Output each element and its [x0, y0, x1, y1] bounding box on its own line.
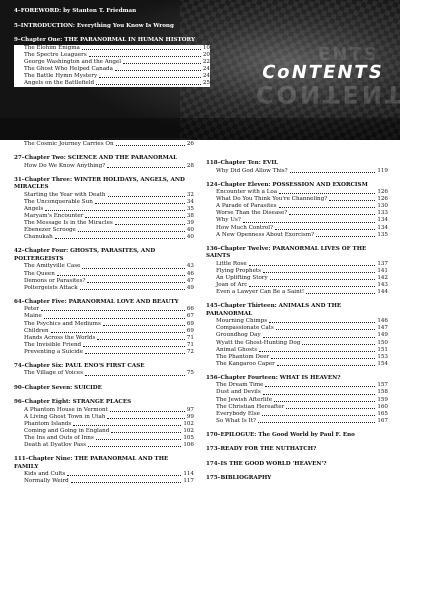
toc-leader-dots [103, 325, 185, 326]
toc-item-title: Kids and Cults [24, 471, 66, 478]
toc-item[interactable] [14, 271, 194, 278]
toc-item-page: 158 [377, 389, 388, 396]
toc-item[interactable] [14, 73, 210, 80]
toc-item-page: 97 [186, 406, 194, 413]
toc-leader-dots [110, 411, 185, 412]
toc-leader-dots [258, 422, 375, 423]
toc-item-title: What Do You Think You're Channeling? [216, 196, 328, 203]
toc-leader-dots [82, 268, 185, 269]
toc-item[interactable] [206, 354, 388, 361]
toc-item-page: 137 [377, 260, 388, 267]
toc-item-title: A Living Ghost Town in Utah [24, 413, 106, 420]
toc-leader-dots [279, 207, 376, 208]
toc-item-title: The Cosmic Journey Carries On [24, 141, 114, 148]
toc-leader-dots [329, 200, 375, 201]
toc-item-title: Dust and Devils [216, 389, 261, 396]
toc-chapter-heading[interactable]: 5–INTRODUCTION: Everything You Know Is Wrong [14, 22, 174, 29]
toc-chapter-heading[interactable]: 31–Chapter Three: WINTER HOLIDAYS, ANGELS, AND MIRACLES [14, 176, 185, 191]
toc-item-page: 24 [202, 72, 210, 79]
toc-leader-dots [290, 172, 376, 173]
toc-item[interactable] [14, 471, 194, 478]
toc-leader-dots [271, 358, 375, 359]
toc-leader-dots [45, 210, 185, 211]
toc-entry [14, 155, 194, 170]
toc-leader-dots [55, 238, 185, 239]
toc-item[interactable] [14, 163, 194, 170]
toc-leader-dots [115, 224, 185, 225]
toc-item-page: 167 [377, 417, 388, 424]
toc-entry [14, 456, 194, 485]
toc-leader-dots [275, 229, 375, 230]
toc-leader-dots [88, 446, 181, 447]
toc-item-page: 66 [186, 306, 194, 313]
toc-leader-dots [243, 222, 375, 223]
toc-leader-dots [96, 84, 201, 85]
toc-item-title: The Christian Hereafter [216, 403, 285, 410]
toc-item[interactable] [14, 285, 194, 292]
toc-leader-dots [263, 272, 375, 273]
toc-item-page: 38 [186, 213, 194, 220]
toc-item[interactable] [14, 370, 194, 377]
toc-item[interactable] [206, 282, 388, 289]
toc-chapter-heading[interactable]: 175–BIBLIOGRAPHY [206, 475, 272, 482]
toc-chapter-heading[interactable]: 9–Chapter One: THE PARANORMAL IN HUMAN HISTORY [14, 37, 196, 43]
toc-item[interactable] [206, 217, 388, 224]
toc-item[interactable] [206, 411, 388, 418]
toc-leader-dots [44, 318, 185, 319]
toc-item[interactable] [14, 206, 194, 213]
toc-chapter-heading[interactable]: 170–EPILOGUE: The Good World by Paul F. Eno [206, 431, 355, 438]
toc-item-page: 154 [377, 360, 388, 367]
toc-item-page: 28 [186, 162, 194, 169]
toc-item-page: 25 [202, 79, 210, 86]
toc-chapter-heading[interactable]: 42–Chapter Four: GHOSTS, PARASITES, AND POLTERGEISTS [14, 248, 156, 262]
toc-item-title: So What Is It? [216, 417, 257, 424]
toc-leader-dots [80, 289, 185, 290]
toc-leader-dots [71, 482, 182, 483]
toc-leader-dots [111, 432, 181, 433]
toc-item-page: 34 [186, 198, 194, 205]
toc-item[interactable] [14, 227, 194, 234]
toc-item-page: 141 [377, 267, 388, 274]
toc-chapter-heading[interactable]: 74–Chapter Six: PAUL ENO'S FIRST CASE [14, 362, 145, 369]
toc-item[interactable] [206, 289, 388, 296]
toc-item-title: How Much Control? [216, 224, 273, 231]
toc-item-page: 114 [183, 471, 194, 478]
toc-item-page: 126 [377, 196, 388, 203]
toc-item[interactable] [206, 189, 388, 196]
toc-item[interactable] [14, 263, 194, 270]
toc-item-title: Worse Than the Disease? [216, 210, 288, 217]
toc-item-title: Even a Lawyer Can Be a Saint! [216, 289, 305, 296]
toc-chapter-heading[interactable]: 27–Chapter Two: SCIENCE AND THE PARANORMAL [14, 155, 178, 162]
toc-item-title: Normally Weird [24, 478, 69, 485]
toc-entry [206, 182, 388, 239]
toc-item-page: 99 [186, 413, 194, 420]
toc-item-title: The Paranormal President [24, 134, 99, 140]
toc-item[interactable] [206, 325, 388, 332]
toc-item-title: Peter [24, 306, 40, 313]
toc-leader-dots [96, 439, 182, 440]
toc-item-title: Flying Prophets [216, 267, 261, 274]
toc-item-title: The Message Is in the Miracles [24, 220, 113, 227]
toc-item[interactable] [14, 321, 194, 328]
toc-entry [14, 23, 210, 31]
toc-item[interactable] [14, 45, 210, 52]
toc-item-page: 24 [202, 65, 210, 72]
toc-item[interactable] [206, 332, 388, 339]
toc-item-page: 43 [186, 263, 194, 270]
toc-leader-dots [302, 344, 375, 345]
toc-leader-dots [262, 415, 375, 416]
toc-item-page: 149 [377, 332, 388, 339]
toc-entry [206, 475, 388, 483]
toc-item-page: 22 [202, 58, 210, 65]
toc-item-page: 106 [183, 442, 194, 449]
toc-chapter-heading[interactable]: 118–Chapter Ten: EVIL [206, 160, 278, 166]
toc-item[interactable] [206, 404, 388, 411]
toc-leader-dots [97, 339, 185, 340]
toc-item-page: 165 [377, 410, 388, 417]
toc-item-title: Poltergeists Attack [24, 284, 78, 291]
toc-leader-dots [107, 418, 184, 419]
toc-leader-dots [276, 329, 376, 330]
toc-item[interactable] [206, 382, 388, 389]
toc-leader-dots [85, 217, 185, 218]
toc-item-title: Angels on the Battlefield [24, 79, 95, 86]
toc-item-page: 69 [186, 327, 194, 334]
toc-item[interactable] [14, 478, 194, 485]
toc-item[interactable] [14, 407, 194, 414]
toc-item-page: 135 [377, 231, 388, 238]
toc-item-title: The Spectre Leaguers [24, 51, 87, 58]
toc-leader-dots [265, 386, 375, 387]
toc-item-title: Phantom Islands [24, 420, 72, 427]
toc-item[interactable] [14, 421, 194, 428]
toc-chapter-heading[interactable]: 173–READY FOR THE NUTHATCH? [206, 446, 317, 453]
toc-item-page: 134 [377, 217, 388, 224]
toc-item[interactable] [14, 141, 194, 148]
toc-item-title: The Jewish Afterlife [216, 396, 273, 403]
toc-item[interactable] [206, 340, 388, 347]
toc-leader-dots [100, 138, 185, 139]
toc-item[interactable] [14, 192, 194, 199]
toc-entry [14, 363, 194, 378]
toc-item[interactable] [206, 196, 388, 203]
toc-leader-dots [85, 375, 185, 376]
toc-leader-dots [279, 193, 375, 194]
toc-item-title: Hands Across the Worlds [24, 334, 96, 341]
toc-item-page: 32 [186, 191, 194, 198]
toc-item[interactable] [14, 442, 194, 449]
toc-item[interactable] [206, 232, 388, 239]
toc-item[interactable] [206, 347, 388, 354]
toc-leader-dots [123, 63, 201, 64]
toc-item[interactable] [14, 428, 194, 435]
toc-item-title: The Psychics and Mediums [24, 320, 101, 327]
toc-chapter-heading[interactable]: 124–Chapter Eleven: POSSESSION AND EXORCISM [206, 181, 368, 188]
toc-leader-dots [78, 231, 185, 232]
toc-item-title: The Queen [24, 270, 55, 277]
toc-item-page: 134 [377, 224, 388, 231]
toc-item-title: A Parade of Parasites [216, 203, 277, 210]
toc-item-title: Chanukah [24, 234, 53, 241]
toc-leader-dots [67, 475, 181, 476]
toc-leader-dots [95, 203, 185, 204]
toc-leader-dots [51, 332, 185, 333]
toc-entry [14, 385, 194, 393]
toc-leader-dots [85, 353, 185, 354]
toc-leader-dots [270, 279, 376, 280]
toc-item-title: The Battle Hymn Mystery [24, 72, 98, 79]
toc-item[interactable] [206, 275, 388, 282]
toc-leader-dots [263, 394, 376, 395]
toc-entry [14, 177, 194, 242]
contents-ghost-faint: ENTS [318, 44, 379, 65]
toc-item-title: Preventing a Suicide [24, 348, 83, 355]
toc-item-title: Starting the Year with Death [24, 191, 106, 198]
toc-item[interactable] [206, 261, 388, 268]
toc-item-title: Animal Ghosts [216, 346, 258, 353]
toc-entry-continued [14, 134, 194, 148]
toc-item[interactable] [14, 66, 210, 73]
toc-entry [206, 446, 388, 454]
toc-item-title: Death at Dyatlov Pass [24, 442, 87, 449]
toc-chapter-heading[interactable]: 145–Chapter Thirteen: ANIMALS AND THE PARANORMAL [206, 303, 342, 317]
toc-leader-dots [87, 282, 184, 283]
contents-title: CoNTENTS [260, 62, 386, 83]
toc-item-page: 126 [377, 189, 388, 196]
toc-item-page: 49 [186, 284, 194, 291]
toc-item-title: Children [24, 327, 49, 334]
toc-leader-dots [269, 322, 375, 323]
toc-item-page: 26 [186, 134, 194, 140]
toc-item-title: A Phantom House in Vermont [24, 406, 108, 413]
toc-item-page: 157 [377, 382, 388, 389]
toc-item-page: 71 [186, 341, 194, 348]
toc-entry [206, 432, 388, 440]
toc-item[interactable] [206, 203, 388, 210]
toc-item[interactable] [14, 234, 194, 241]
toc-item-title: The Phantom Deer [216, 353, 270, 360]
toc-entry [206, 160, 388, 175]
toc-item[interactable] [14, 328, 194, 335]
toc-item[interactable] [14, 342, 194, 349]
toc-item-page: 10 [202, 44, 210, 51]
toc-item-page: 153 [377, 353, 388, 360]
toc-item-title: Demons or Parasites? [24, 277, 86, 284]
toc-item-title: George Washington and the Angel [24, 58, 122, 65]
toc-item[interactable] [206, 210, 388, 217]
toc-item-page: 159 [377, 396, 388, 403]
toc-leader-dots [115, 70, 201, 71]
toc-item-page: 20 [202, 51, 210, 58]
toc-item-page: 133 [377, 210, 388, 217]
toc-leader-dots [107, 167, 185, 168]
toc-leader-dots [286, 408, 375, 409]
toc-leader-dots [57, 275, 185, 276]
toc-item[interactable] [14, 52, 210, 59]
toc-item[interactable] [14, 220, 194, 227]
toc-item-title: The Unconquerable Sun [24, 198, 93, 205]
toc-item-page: 102 [183, 427, 194, 434]
toc-item[interactable] [206, 418, 388, 425]
toc-left-column [14, 134, 194, 492]
toc-right-column [206, 160, 388, 490]
toc-item-title: Little Rose [216, 260, 247, 267]
toc-item[interactable] [14, 313, 194, 320]
toc-item-title: Groundhog Day [216, 332, 261, 339]
toc-leader-dots [116, 145, 185, 146]
toc-item-title: Coming and Going in England [24, 427, 110, 434]
toc-item-title: The Amityville Case [24, 263, 81, 270]
toc-item-page: 102 [183, 420, 194, 427]
toc-item-title: Why Us? [216, 217, 241, 224]
toc-item-page: 105 [183, 434, 194, 441]
toc-leader-dots [263, 337, 376, 338]
toc-item[interactable] [206, 168, 388, 175]
toc-item[interactable] [14, 59, 210, 66]
toc-item-page: 142 [377, 274, 388, 281]
toc-item[interactable] [206, 361, 388, 368]
toc-item[interactable] [14, 213, 194, 220]
toc-item-page: 146 [377, 318, 388, 325]
toc-item[interactable] [14, 306, 194, 313]
contents-header-band [0, 0, 425, 140]
toc-item-page: 160 [377, 403, 388, 410]
toc-entry [14, 8, 210, 16]
toc-item-title: The Invisible Friend [24, 341, 82, 348]
toc-item-title: The Elohim Enigma [24, 44, 80, 51]
toc-item-page: 72 [186, 348, 194, 355]
toc-entry [14, 37, 210, 87]
toc-item-page: 147 [377, 325, 388, 332]
toc-item[interactable] [14, 335, 194, 342]
toc-leader-dots [108, 196, 185, 197]
toc-item-title: The Ghost Who Helped Canada [24, 65, 113, 72]
toc-item-page: 40 [186, 227, 194, 234]
toc-item-title: The Dream Time [216, 382, 264, 389]
toc-item-title: Maryam's Encounter [24, 213, 84, 220]
toc-chapter-heading[interactable]: 90–Chapter Seven: SUICIDE [14, 384, 102, 391]
toc-item-page: 40 [186, 234, 194, 241]
toc-item-page: 46 [186, 270, 194, 277]
toc-leader-dots [83, 346, 185, 347]
toc-item[interactable] [206, 318, 388, 325]
toc-leader-dots [249, 265, 376, 266]
toc-leader-dots [274, 401, 375, 402]
toc-item-page: 67 [186, 313, 194, 320]
toc-item-page: 75 [186, 370, 194, 377]
toc-item-title: Mourning Chimps [216, 318, 268, 325]
toc-item[interactable] [206, 389, 388, 396]
toc-item-page: 151 [377, 346, 388, 353]
toc-chapter-heading[interactable]: 96–Chapter Eight: STRANGE PLACES [14, 399, 132, 406]
toc-item-page: 39 [186, 220, 194, 227]
toc-chapter-heading[interactable]: 64–Chapter Five: PARANORMAL LOVE AND BEAUTY [14, 298, 179, 305]
toc-leader-dots [316, 236, 375, 237]
toc-item[interactable] [14, 349, 194, 356]
toc-item-title: Encounter with a Loa [216, 189, 278, 196]
toc-entry [14, 248, 194, 291]
toc-entry [14, 299, 194, 356]
toc-item-title: Joan of Arc [216, 282, 248, 289]
toc-item-page: 35 [186, 205, 194, 212]
toc-item-page: 130 [377, 203, 388, 210]
toc-entry [206, 246, 388, 296]
toc-chapter-heading[interactable]: 4–FOREWORD: by Stanton T. Friedman [14, 8, 137, 14]
toc-leader-dots [82, 49, 201, 50]
toc-item[interactable] [14, 80, 210, 87]
toc-item-title: Why Did God Allow This? [216, 167, 288, 174]
toc-item-title: The Village of Voices [24, 370, 83, 377]
toc-item-page: 69 [186, 320, 194, 327]
toc-item-title: An Uplifting Story [216, 274, 268, 281]
toc-item[interactable] [14, 134, 194, 141]
toc-item-page: 47 [186, 277, 194, 284]
toc-item-title: Wyatt the Ghost-Hunting Dog [216, 339, 301, 346]
toc-leader-dots [41, 310, 185, 311]
toc-item[interactable] [14, 414, 194, 421]
toc-chapter-heading[interactable]: 111–Chapter Nine: THE PARANORMAL AND THE FAMILY [14, 456, 169, 470]
toc-item-page: 117 [183, 478, 194, 485]
toc-item-title: Compassionate Cats [216, 325, 274, 332]
toc-item-page: 119 [377, 167, 388, 174]
toc-item-title: A New Openness About Exorcism? [216, 231, 315, 238]
toc-item[interactable] [206, 397, 388, 404]
toc-item-page: 144 [377, 289, 388, 296]
toc-leader-dots [249, 286, 375, 287]
toc-leader-dots [277, 365, 375, 366]
toc-chapter-heading[interactable]: 174–IS THE GOOD WORLD 'HEAVEN'? [206, 460, 327, 467]
toc-item-title: Angels [24, 205, 44, 212]
toc-item[interactable] [206, 268, 388, 275]
toc-chapter-heading[interactable]: 136–Chapter Twelve: PARANORMAL LIVES OF THE SAINTS [206, 245, 367, 260]
toc-leader-dots [259, 351, 375, 352]
toc-item-title: Maine [24, 313, 42, 320]
toc-leader-dots [89, 56, 201, 57]
toc-leader-dots [73, 425, 181, 426]
toc-leader-dots [99, 77, 201, 78]
toc-item-page: 150 [377, 339, 388, 346]
toc-item-title: Everybody Else [216, 410, 260, 417]
toc-item[interactable] [14, 435, 194, 442]
toc-item-title: How Do We Know Anything? [24, 162, 106, 169]
toc-item-page: 26 [186, 141, 194, 148]
toc-entry [206, 461, 388, 469]
toc-item-title: The Kangaroo Caper [216, 360, 275, 367]
contents-title-reflection: CONTENTS [256, 80, 425, 108]
toc-entry [206, 375, 388, 425]
toc-item[interactable] [14, 278, 194, 285]
toc-leader-dots [306, 293, 375, 294]
header-toc-list [14, 8, 210, 94]
toc-item-page: 143 [377, 282, 388, 289]
toc-leader-dots [289, 214, 375, 215]
toc-item[interactable] [14, 199, 194, 206]
toc-item-title: Ebenezer Scrooge [24, 227, 76, 234]
toc-item-page: 71 [186, 334, 194, 341]
toc-item[interactable] [206, 225, 388, 232]
toc-entry [206, 303, 388, 368]
toc-entry [14, 399, 194, 449]
toc-item-title: The Ins and Outs of Inns [24, 434, 94, 441]
toc-chapter-heading[interactable]: 156–Chapter Fourteen: WHAT IS HEAVEN? [206, 374, 341, 381]
